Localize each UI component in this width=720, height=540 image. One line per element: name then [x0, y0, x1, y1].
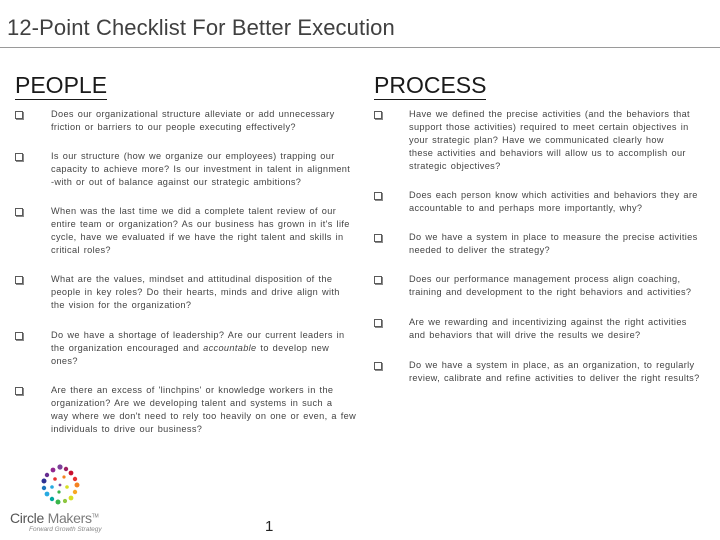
people-item-text: [51, 329, 371, 368]
process-item-text: [409, 108, 717, 173]
logo-wordmark: [10, 510, 98, 526]
text-line: Does our organizational structure alleviate or add unnecessary: [51, 109, 335, 119]
logo-word-makers: Makers: [47, 510, 92, 526]
logo-tagline: Forward Growth Strategy: [29, 526, 102, 533]
text-line: -with or out of balance against our strategic ambitions?: [51, 177, 302, 187]
text-line: these activities and behaviors will allow us to accomplish our: [409, 148, 686, 158]
checkbox-bullet-icon: [15, 111, 23, 119]
text-line: strategic objectives?: [409, 161, 501, 171]
text-line: Are there an excess of 'linchpins' or knowledge workers in the: [51, 385, 334, 395]
process-item-text: [409, 273, 717, 299]
logo-word-circle: Circle: [10, 510, 44, 526]
process-item-text: [409, 316, 717, 342]
text-line: cycle, have we evaluated if we have the right talent and skills in: [51, 232, 344, 242]
text-line: Is our structure (how we organize our employees) trapping our: [51, 151, 335, 161]
process-item-text: [409, 189, 717, 215]
text-line: Do we have a system in place, as an organization, to regularly: [409, 360, 695, 370]
slide-title: 12-Point Checklist For Better Execution: [7, 15, 395, 40]
title-bar: [0, 0, 720, 48]
checkbox-bullet-icon: [374, 362, 382, 370]
text-line: Do we have a shortage of leadership? Are our current leaders in: [51, 330, 345, 340]
text-line: organization? Are we developing talent and systems in such a: [51, 398, 333, 408]
text-line: the vision for the organization?: [51, 300, 192, 310]
emphasis-text: accountable: [203, 343, 257, 353]
people-item-text: [51, 205, 371, 257]
checkbox-bullet-icon: [15, 153, 23, 161]
text-span: the organization encouraged and: [51, 343, 204, 353]
text-line: and behaviors that will drive the results we desire?: [409, 330, 641, 340]
page-number: 1: [265, 518, 274, 535]
checkbox-bullet-icon: [374, 111, 382, 119]
circle-dots-logo-icon: [8, 460, 128, 510]
text-line: way where we don't need to rely too heavily on one or even, a few: [51, 411, 357, 421]
text-line: critical roles?: [51, 245, 111, 255]
text-line: needed to deliver the strategy?: [409, 245, 551, 255]
text-line: people in key roles? Do their hearts, minds and drive align with: [51, 287, 340, 297]
trademark-mark: TM: [91, 513, 99, 520]
people-item-text: [51, 108, 371, 134]
text-line: When was the last time we did a complete talent review of our: [51, 206, 337, 216]
process-item-text: [409, 359, 717, 385]
people-heading: PEOPLE: [15, 72, 108, 98]
checkbox-bullet-icon: [374, 319, 382, 327]
text-line: What are the values, mindset and attitudinal disposition of the: [51, 274, 333, 284]
checkbox-bullet-icon: [374, 276, 382, 284]
checkbox-bullet-icon: [15, 276, 23, 284]
text-line: Does each person know which activities and behaviors they are: [409, 190, 698, 200]
checkbox-bullet-icon: [15, 208, 23, 216]
checkbox-bullet-icon: [15, 332, 23, 340]
text-line: Does our performance management process align coaching,: [409, 274, 681, 284]
text-line: individuals to drive our business?: [51, 424, 203, 434]
text-line: review, calibrate and refine activities to deliver the right results?: [409, 373, 700, 383]
text-line: entire team or organization? As our business has grown in it's life: [51, 219, 350, 229]
text-line: your strategic plan? Have we communicated clearly how: [409, 135, 664, 145]
text-line: capacity to achieve more? Is our investment in talent in alignment: [51, 164, 351, 174]
circle-makers-logo: [8, 460, 128, 538]
text-line: Are we rewarding and incentivizing against the right activities: [409, 317, 687, 327]
people-item-text: [51, 150, 371, 189]
people-item-text: [51, 384, 371, 436]
text-line: support those activities) required to meet certain objectives in: [409, 122, 689, 132]
checkbox-bullet-icon: [374, 234, 382, 242]
people-item-text: [51, 273, 371, 312]
text-line: friction or barriers to our people executing effectively?: [51, 122, 296, 132]
process-item-text: [409, 231, 717, 257]
text-line: [51, 342, 371, 355]
text-line: training and development to the right behaviors and activities?: [409, 287, 692, 297]
text-line: Do we have a system in place to measure the precise activities: [409, 232, 698, 242]
text-line: Have we defined the precise activities (and the behaviors that: [409, 109, 690, 119]
text-span: to develop new: [256, 343, 330, 353]
text-line: ones?: [51, 356, 78, 366]
text-line: accountable to and perhaps more importantly, why?: [409, 203, 643, 213]
checkbox-bullet-icon: [15, 387, 23, 395]
checkbox-bullet-icon: [374, 192, 382, 200]
process-heading: PROCESS: [374, 72, 487, 98]
